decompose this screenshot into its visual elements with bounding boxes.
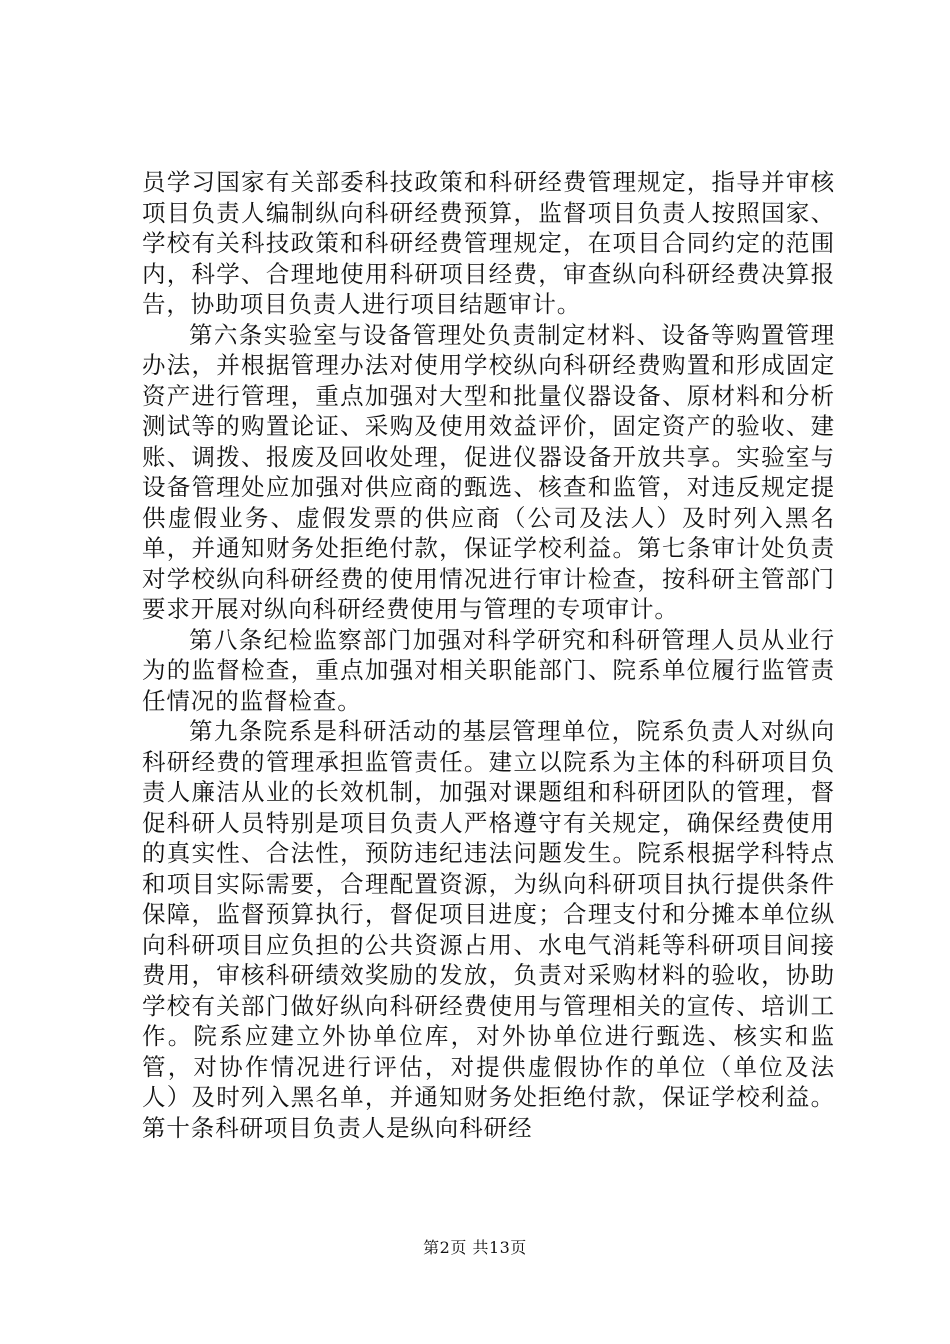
page-number-footer: 第2页 共13页 [423, 1238, 527, 1257]
paragraph-article-6-7: 第六条实验室与设备管理处负责制定材料、设备等购置管理办法，并根据管理办法对使用学校纵向科研经费购置和形成固定资产进行管理，重点加强对大型和批量仪器设备、原材料和分析测试等的购置论证、采购及使用效益评价，固定资产的验收、建账、调拨、报废及回收处理，促进仪器设备开放共享。实验室与设备管理处应加强对供应商的甄选、核查和监管，对违反规定提供虚假业务、虚假发票的供应商（公司及法人）及时列入黑名单，并通知财务处拒绝付款，保证学校利益。第七条审计处负责对学校纵向科研经费的使用情况进行审计检查，按科研主管部门要求开展对纵向科研经费使用与管理的专项审计。 [142, 320, 835, 623]
paragraph-continuation: 员学习国家有关部委科技政策和科研经费管理规定，指导并审核项目负责人编制纵向科研经费预算，监督项目负责人按照国家、学校有关科技政策和科研经费管理规定，在项目合同约定的范围内，科学、合理地使用科研项目经费，审查纵向科研经费决算报告，协助项目负责人进行项目结题审计。 [142, 168, 835, 318]
paragraph-article-9-10: 第九条院系是科研活动的基层管理单位，院系负责人对纵向科研经费的管理承担监管责任。建立以院系为主体的科研项目负责人廉洁从业的长效机制，加强对课题组和科研团队的管理，督促科研人员特别是项目负责人严格遵守有关规定，确保经费使用的真实性、合法性，预防违纪违法问题发生。院系根据学科特点和项目实际需要，合理配置资源，为纵向科研项目执行提供条件保障，监督预算执行，督促项目进度；合理支付和分摊本单位纵向科研项目应负担的公共资源占用、水电气消耗等科研项目间接费用，审核科研绩效奖励的发放，负责对采购材料的验收，协助学校有关部门做好纵向科研经费使用与管理相关的宣传、培训工作。院系应建立外协单位库，对外协单位进行甄选、核实和监管，对协作情况进行评估，对提供虚假协作的单位（单位及法人）及时列入黑名单，并通知财务处拒绝付款，保证学校利益。第十条科研项目负责人是纵向科研经 [142, 717, 835, 1142]
document-body [142, 167, 835, 1143]
paragraph-article-8: 第八条纪检监察部门加强对科学研究和科研管理人员从业行为的监督检查，重点加强对相关职能部门、院系单位履行监管责任情况的监督检查。 [142, 625, 835, 715]
